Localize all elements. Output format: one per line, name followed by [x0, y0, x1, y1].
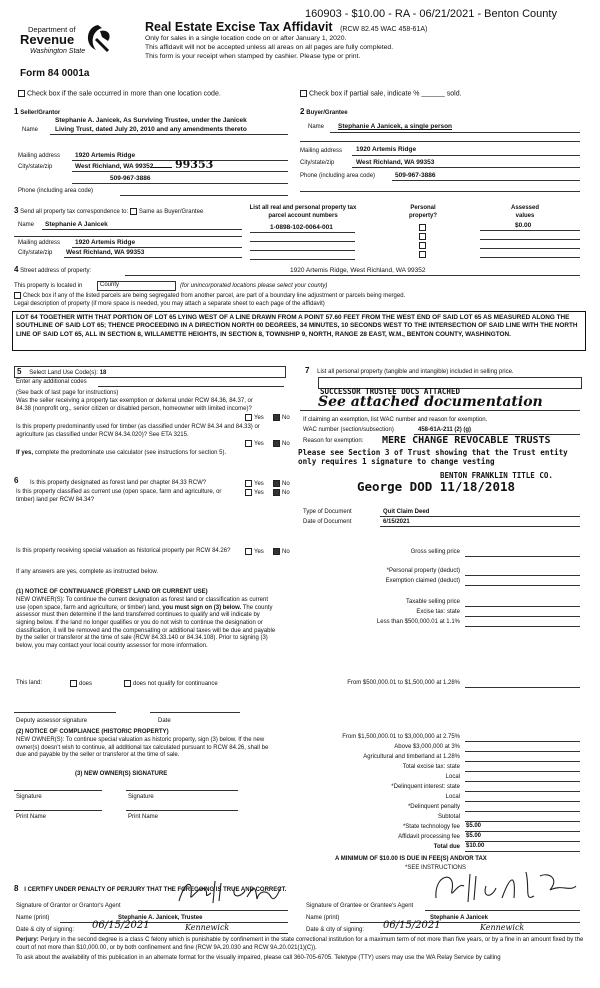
reason-value[interactable]: MERE CHANGE REVOCABLE TRUSTS — [382, 435, 551, 446]
owner-print-label-1: Print Name — [16, 814, 47, 820]
grantor-name-label: Name (print) — [16, 915, 50, 921]
grantor-signature[interactable] — [175, 877, 285, 907]
doc-type-value[interactable]: Quit Claim Deed — [383, 509, 430, 515]
corr-name-label: Name — [18, 222, 35, 228]
notice-compliance-text: NEW OWNER(S): To continue special valuation as historic property, sign (3) below. If the new owner(s) doesn't wish to continue, all additional tax calculated pursuant to RCW 84.26, shall be due and payable by the seller or transferor at the time of sale. — [16, 737, 269, 759]
buyer-heading: 2 Buyer/Grantee — [300, 107, 348, 116]
segregate-check[interactable]: Check box if any of the listed parcels are being segregated from another parcel, are part of a boundary line adjustment or parcels being merged. — [14, 292, 405, 301]
tax-row-label: Gross selling price — [410, 549, 460, 555]
certify-heading: 8 I CERTIFY UNDER PENALTY OF PERJURY THAT THE FOREGOING IS TRUE AND CORRECT. — [14, 884, 287, 893]
tax-row-label: Local — [445, 794, 460, 800]
recording-stamp-line: 160903 - $10.00 - RA - 06/21/2021 - Benton County — [305, 8, 557, 20]
personal-checkbox-3[interactable] — [419, 242, 428, 250]
seller-mail-label: Mailing address — [18, 153, 61, 159]
corr-mail-value[interactable]: 1920 Artemis Ridge — [75, 239, 136, 246]
assessed-header: Assessed values — [510, 205, 540, 219]
q2-no[interactable]: No — [273, 440, 290, 449]
seller-zip-corrected: 99353 — [175, 158, 214, 171]
legal-description-box[interactable] — [12, 311, 586, 351]
grantee-signature[interactable] — [430, 868, 580, 910]
additional-codes[interactable]: Enter any additional codes — [16, 379, 87, 385]
section-6-number: 6 — [14, 476, 19, 485]
historical-no[interactable]: No — [273, 548, 290, 557]
header-note-2: This affidavit will not be accepted unless all areas on all pages are fully completed. — [145, 44, 394, 51]
seller-city-value[interactable]: West Richland, WA 99352 — [75, 163, 154, 170]
title-company-stamp: BENTON FRANKLIN TITLE CO. — [440, 471, 553, 480]
predominate-use-note: If yes, complete the predominate use calculator (see instructions for section 5). — [16, 450, 227, 456]
grantor-signature-label: Signature of Grantor or Grantor's Agent — [16, 903, 121, 909]
grantor-city-value[interactable]: Kennewick — [185, 923, 230, 932]
personal-property-label: 7 List all personal property (tangible and intangible) included in selling price. — [305, 366, 514, 375]
tax-row-label: Exemption claimed (deduct) — [385, 578, 460, 584]
grantee-date-value[interactable]: 06/15/2021 — [383, 920, 441, 931]
claiming-exemption-label: If claiming an exemption, list WAC number and reason for exemption. — [303, 417, 488, 423]
current-use-no[interactable]: No — [273, 489, 290, 498]
deputy-date-label: Date — [158, 718, 171, 724]
seller-city-label: City/state/zip — [18, 164, 53, 170]
see-back: (See back of last page for instructions) — [16, 390, 119, 396]
partial-sale-check[interactable]: Check box if partial sale, indicate % ______ sold. — [300, 90, 462, 99]
this-land-label: This land: — [16, 680, 43, 686]
handwritten-see-attached: See attached documentation — [318, 394, 543, 410]
personal-property-header: Personal property? — [408, 205, 437, 219]
minimum-due-note: A MINIMUM OF $10.00 IS DUE IN FEE(S) AND/OR TAX — [335, 856, 487, 862]
doc-date-value[interactable]: 6/15/2021 — [383, 519, 410, 525]
tax-row-label: Excise tax: state — [416, 609, 460, 615]
seller-mail-value[interactable]: 1920 Artemis Ridge — [75, 152, 136, 159]
availability-statement: To ask about the availability of this publication in an alternate format for the visually impaired, please call 360-705-6705. Teletype (TTY) users may use the WA Relay Service by calling — [16, 955, 501, 961]
agency-line-2: Revenue — [20, 32, 75, 47]
tax-row-label: *Personal property (deduct) — [386, 568, 460, 574]
grantor-date-value[interactable]: 06/15/2021 — [92, 920, 150, 931]
legal-description-text: LOT 64 TOGETHER WITH THAT PORTION OF LOT 65 LYING WEST OF A LINE DRAWN FROM A POINT 57.60 FEET FROM THE WEST END OF SAID LOT 65 AS MEASURED ALONG THE SOUTHLINE OF SAID LOT 65; THENCE PROCEEDING IN A DIRECTION NORTH 00 DEGREES, 34 MINUTES, 10 SECONDS WEST TO THE INTERSECTION OF SAID LINE WITH THE NORTH LINE OF SAID LOT 65, ALL IN SECTION 8, WILLAMETTE HEIGHTS, IN SECTION 8, TOWNSHIP 9, NORTH, RANGE 28 EAST, W.M., BENTON COUNTY, WASHINGTON. — [16, 314, 578, 338]
seller-zip-strike — [150, 167, 172, 168]
tax-row-label: Taxable selling price — [405, 599, 460, 605]
same-as-buyer-checkbox[interactable] — [130, 208, 137, 215]
owner-print-label-2: Print Name — [128, 814, 159, 820]
buyer-city-value[interactable]: West Richland, WA 99353 — [356, 159, 435, 166]
located-note: (for unincorporated locations please select your county) — [180, 283, 328, 289]
trust-note: Please see Section 3 of Trust showing that the Trust entity only requires 1 signature to change vesting — [298, 448, 568, 467]
tax-row-label: *Delinquent penalty — [407, 804, 460, 810]
grantor-date-label: Date & city of signing: — [16, 927, 75, 933]
q2-yes[interactable]: Yes — [245, 440, 264, 449]
land-does[interactable]: does — [70, 680, 92, 689]
agency-logo — [20, 22, 120, 66]
header-note-1: Only for sales in a single location code on or after January 1, 2020. — [145, 35, 347, 42]
q1-no[interactable]: No — [273, 414, 290, 423]
answers-yes-note: If any answers are yes, complete as instructed below. — [16, 569, 159, 575]
street-label: 4 Street address of property: — [14, 265, 92, 274]
grantee-name-label: Name (print) — [306, 915, 340, 921]
corr-mail-label: Mailing address — [18, 240, 61, 246]
tax-row-label: Subtotal — [437, 814, 460, 820]
agency-line-3: Washington State — [30, 48, 86, 55]
processing-fee-value: $5.00 — [466, 833, 482, 839]
grantee-city-value[interactable]: Kennewick — [480, 923, 525, 932]
tax-row-label: From $500,000.01 to $1,500,000 at 1.28% — [347, 680, 460, 686]
assessed-value[interactable]: $0.00 — [515, 222, 532, 229]
timber-question: Is this property predominantly used for timber (as classified under RCW 84.34 and 84.33) or agriculture (as classified under RCW 84.34.020)? See ETA 3215. — [16, 424, 260, 438]
successor-trustee-typed: SUCCESSOR TRUSTEE DOCS ATTACHED — [320, 387, 460, 396]
buyer-name-value[interactable]: Stephanie A Janicek, a single person — [338, 123, 453, 130]
tax-row-label: *Delinquent interest: state — [391, 784, 460, 790]
notice-continuance-text: NEW OWNER(S): To continue the current designation as forest land or classification as current use (open space, farm and agriculture, or timber) land, you must sign on (3) below. The county assessor must then determine if the land transferred continues to qualify and will indicate by signing below. If the land no longer qualifies or you do not wish to continue the designation or classification, it will be removed and the compensating or additional taxes will be due and payable by the seller or transferor at the time of sale (RCW 84.33.140 or 84.34.108). Prior to signing (3) below, you may contact your local county assessor for more information. — [16, 597, 276, 650]
multi-location-checkbox[interactable] — [18, 90, 25, 97]
total-due-value: $10.00 — [466, 843, 485, 849]
current-use-yes[interactable]: Yes — [245, 489, 264, 498]
form-title: Real Estate Excise Tax Affidavit (RCW 82.45 WAC 458-61A) — [145, 20, 428, 34]
grantee-date-label: Date & city of signing: — [306, 927, 365, 933]
land-use-box[interactable]: 5 Select Land Use Code(s): 18 — [14, 366, 286, 378]
tech-fee-value: $5.00 — [466, 823, 482, 829]
buyer-mail-value[interactable]: 1920 Artemis Ridge — [356, 146, 417, 153]
corr-city-label: City/state/zip — [18, 250, 53, 256]
owner-signature-label-1: Signature — [16, 794, 42, 800]
reason-label: Reason for exemption: — [303, 438, 364, 444]
tax-row-label: Local — [445, 774, 460, 780]
legal-label: Legal description of property (if more space is needed, you may attach a separate sheet to each page of the affidavit) — [14, 301, 325, 307]
buyer-phone-label: Phone (including area code) — [300, 173, 376, 179]
corr-city-value[interactable]: West Richland, WA 99353 — [66, 249, 145, 256]
tax-row-label: Agricultural and timberland at 1.28% — [363, 754, 460, 760]
located-county-select[interactable]: County — [97, 281, 176, 291]
seller-name-label: Name — [22, 127, 39, 133]
segregate-checkbox[interactable] — [14, 292, 21, 299]
deputy-assessor-label: Deputy assessor signature — [16, 718, 88, 724]
historical-yes[interactable]: Yes — [245, 548, 264, 557]
current-use-question: Is this property classified as current use (open space, farm and agriculture, or timber) land per RCW 84.34? — [16, 489, 222, 503]
tax-row-label: Affidavit processing fee — [398, 834, 460, 840]
seller-phone-label: Phone (including area code) — [18, 188, 94, 194]
tax-row-label: Above $3,000,000 at 3% — [394, 744, 460, 750]
personal-checkbox-4[interactable] — [419, 251, 428, 259]
buyer-name-label: Name — [308, 124, 325, 130]
correspondence-label: 3 Send all property tax correspondence to: Same as Buyer/Grantee — [14, 206, 204, 215]
partial-sale-checkbox[interactable] — [300, 90, 307, 97]
buyer-city-label: City/state/zip — [300, 160, 335, 166]
grantee-name-value[interactable]: Stephanie A Janicek — [430, 915, 488, 921]
land-does-not[interactable]: does not qualify for continuance — [124, 680, 218, 689]
agency-line-1: Department of — [28, 25, 76, 34]
see-instructions-note: *SEE INSTRUCTIONS — [405, 865, 467, 871]
new-owner-signature-title: (3) NEW OWNER(S) SIGNATURE — [75, 771, 168, 777]
forest-question: Is this property designated as forest land per chapter 84.33 RCW? — [30, 480, 207, 486]
notice-continuance-title: (1) NOTICE OF CONTINUANCE (FOREST LAND OR CURRENT USE) — [16, 589, 208, 595]
parcel-header: List all real and personal property tax parcel account numbers — [249, 205, 357, 219]
tax-row-label: Total due — [433, 844, 460, 850]
forest-no[interactable]: No — [273, 480, 290, 489]
notice-compliance-title: (2) NOTICE OF COMPLIANCE (HISTORIC PROPERTY) — [16, 729, 169, 735]
street-value[interactable]: 1920 Artemis Ridge, West Richland, WA 99352 — [290, 267, 426, 274]
tax-row-label: *State technology fee — [402, 824, 460, 830]
located-in-label: This property is located in — [14, 283, 83, 289]
buyer-phone-value[interactable]: 509-967-3886 — [395, 172, 436, 179]
q1-yes[interactable]: Yes — [245, 414, 264, 423]
tax-row-label: From $1,500,000.01 to $3,000,000 at 2.75% — [342, 734, 460, 740]
corr-name-value[interactable]: Stephanie A Janicek — [45, 221, 108, 228]
perjury-statement: Perjury: Perjury in the second degree is a class C felony which is punishable by confinement in the state correctional institution for a maximum term of not more than five years, or by a fine in an amount fixed by the court of not more than $10,000.00, or by both confinement and fine (RCW 9A.20.030 and RCW 9A.20.021(1)(C)). — [16, 937, 584, 951]
wac-value[interactable]: 458-61A-211 (2) (g) — [418, 427, 472, 433]
parcel-value[interactable]: 1-0898-102-0064-001 — [270, 224, 333, 231]
date-stamp: George DOD 11/18/2018 — [357, 479, 516, 494]
owner-signature-label-2: Signature — [128, 794, 154, 800]
wac-label: WAC number (section/subsection) — [303, 427, 394, 433]
grantor-name-value[interactable]: Stephanie A. Janicek, Trustee — [118, 915, 203, 921]
personal-checkbox-1[interactable] — [419, 224, 428, 232]
doc-date-label: Date of Document — [303, 519, 352, 525]
doc-type-label: Type of Document — [303, 509, 352, 515]
agency-swoosh-icon — [82, 23, 116, 53]
tax-row-label: Less than $500,000.01 at 1.1% — [376, 619, 460, 625]
header-note-3: This form is your receipt when stamped by cashier. Please type or print. — [145, 53, 361, 60]
land-use-code[interactable]: 18 — [99, 370, 107, 376]
seller-heading: 1 Seller/Grantor — [14, 107, 61, 116]
forest-yes[interactable]: Yes — [245, 480, 264, 489]
tax-row-label: Total excise tax: state — [402, 764, 460, 770]
grantee-signature-label: Signature of Grantee or Grantee's Agent — [306, 903, 414, 909]
exemption-question: Was the seller receiving a property tax exemption or deferral under RCW 84.36, 84.37, or 84.38 (nonprofit org., senior citizen or disabled person, homeowner with limited income)? — [16, 398, 253, 412]
seller-name-line-2: Living Trust, dated July 20, 2010 and any amendments thereto — [55, 126, 247, 133]
historical-question: Is this property receiving special valuation as historical property per RCW 84.26? — [16, 548, 231, 554]
buyer-mail-label: Mailing address — [300, 148, 343, 154]
form-citation: (RCW 82.45 WAC 458-61A) — [340, 26, 428, 33]
seller-phone-value[interactable]: 509-967-3886 — [110, 175, 151, 182]
seller-name-line-1: Stephanie A. Janicek, As Surviving Trustee, under the Janicek — [55, 117, 247, 124]
multi-location-check[interactable]: Check box if the sale occurred in more than one location code. — [18, 90, 221, 99]
personal-checkbox-2[interactable] — [419, 233, 428, 241]
form-number: Form 84 0001a — [20, 68, 90, 79]
